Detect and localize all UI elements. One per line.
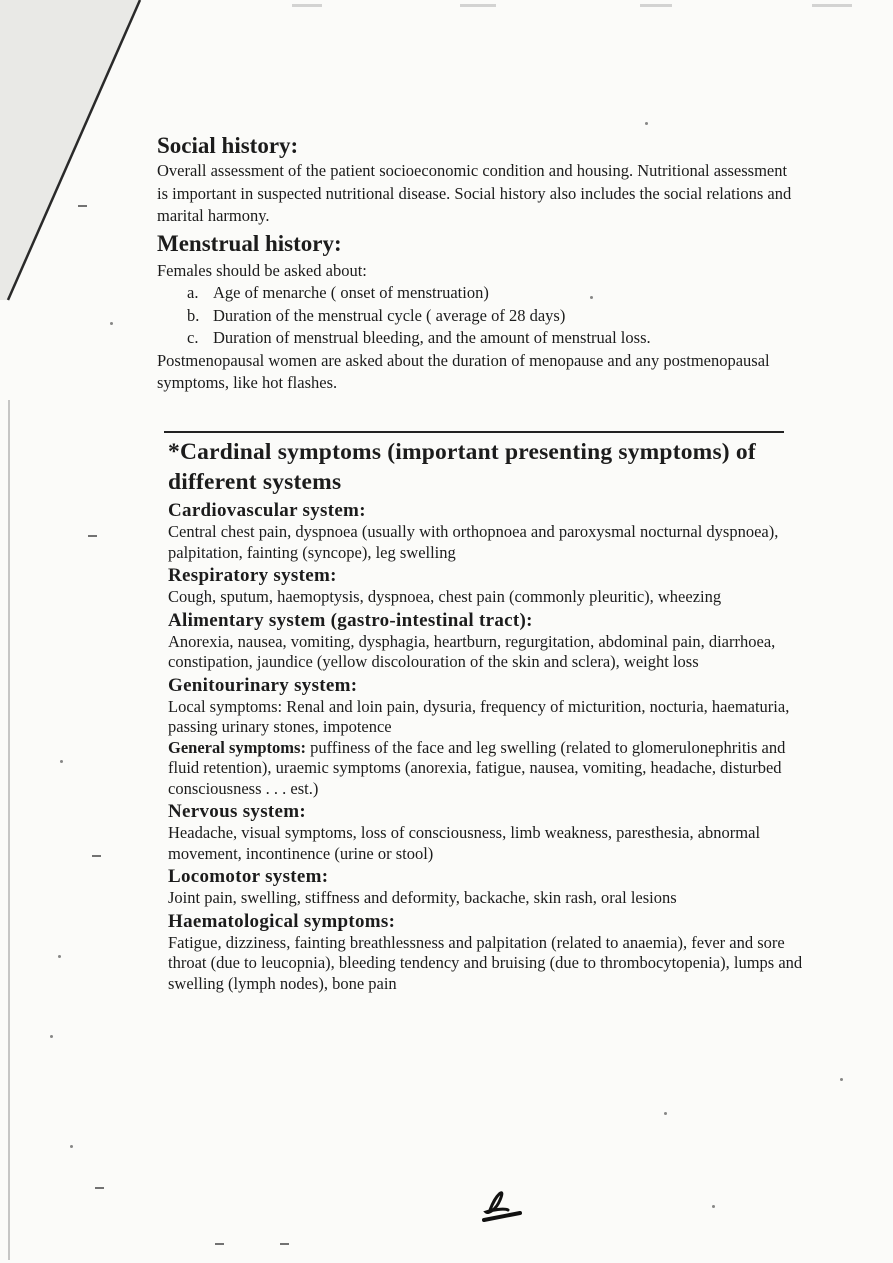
history-section [157, 132, 797, 395]
system-text: Central chest pain, dyspnoea (usually with orthopnoea and paroxysmal nocturnal dyspnoea), palpitation, fainting (syncope), leg swelling [168, 522, 779, 562]
system-heading: Genitourinary system: [168, 674, 358, 696]
general-symptoms-text: puffiness of the face and leg swelling (related to glomerulonephritis and fluid retention), uraemic symptoms (anorexia, fatigue, nausea, vomiting, headache, disturbed consciousness . . . est.) [168, 737, 786, 798]
scan-speck [60, 760, 63, 763]
menstrual-history-intro: Females should be asked about: [157, 260, 367, 280]
scan-top-mark [460, 4, 496, 7]
scan-top-mark [812, 4, 852, 7]
general-symptoms [168, 738, 808, 800]
list-item [187, 305, 797, 328]
system-heading: Locomotor system: [168, 866, 329, 887]
list-marker: c. [187, 328, 199, 347]
scan-edge-shadow [0, 0, 160, 320]
system-block-haematological [168, 910, 808, 995]
system-heading: Alimentary system (gastro-intestinal tract): [168, 609, 533, 631]
system-block-genitourinary [168, 674, 808, 800]
scan-top-mark [640, 4, 672, 7]
social-history-heading: Social history: [157, 133, 299, 158]
system-text: Headache, visual symptoms, loss of consciousness, limb weakness, paresthesia, abnormal movement, incontinence (urine or stool) [168, 823, 761, 863]
handwritten-mark-icon [478, 1180, 528, 1230]
system-text: Cough, sputum, haemoptysis, dyspnoea, chest pain (commonly pleuritic), wheezing [168, 587, 722, 606]
local-symptoms-label: Local symptoms: [168, 696, 283, 716]
scan-speck [840, 1078, 843, 1081]
scan-dash [92, 855, 101, 857]
menstrual-history-list [157, 282, 797, 350]
local-symptoms [168, 697, 808, 738]
social-history-text: Overall assessment of the patient socioeconomic condition and housing. Nutritional assessment is important in suspected nutritional disease. Social history also includes the social relations and marital harmony. [157, 161, 792, 225]
cardinal-symptoms-section [168, 437, 808, 995]
list-marker: a. [187, 283, 199, 302]
scan-dash [95, 1187, 104, 1189]
general-symptoms-label: General symptoms: [168, 737, 306, 757]
system-heading: Cardiovascular system: [168, 500, 366, 521]
scan-speck [70, 1145, 73, 1148]
scan-speck [712, 1205, 715, 1208]
scan-dash [280, 1243, 289, 1245]
list-marker: b. [187, 305, 200, 325]
system-heading: Respiratory system: [168, 565, 337, 586]
list-item-text: Age of menarche ( onset of menstruation) [213, 283, 489, 302]
system-block-alimentary [168, 609, 808, 673]
scan-speck [58, 955, 61, 958]
scan-speck [50, 1035, 53, 1038]
scan-dash [78, 205, 87, 207]
list-item-text: Duration of the menstrual cycle ( average of 28 days) [213, 305, 566, 325]
list-item-text: Duration of menstrual bleeding, and the amount of menstrual loss. [213, 328, 651, 347]
scan-left-edge-line [8, 400, 10, 1260]
list-item [187, 282, 797, 305]
list-item [187, 327, 797, 350]
system-block-cardiovascular [168, 499, 808, 563]
menstrual-history-heading: Menstrual history: [157, 230, 342, 256]
local-symptoms-text: Renal and loin pain, dysuria, frequency of micturition, nocturia, haematuria, passing urinary stones, impotence [168, 696, 790, 736]
scan-top-mark [292, 4, 322, 7]
scan-speck [110, 322, 113, 325]
scan-dash [215, 1243, 224, 1245]
system-text: Joint pain, swelling, stiffness and deformity, backache, skin rash, oral lesions [168, 888, 677, 907]
system-text: Anorexia, nausea, vomiting, dysphagia, heartburn, regurgitation, abdominal pain, diarrhoea, constipation, jaundice (yellow discolouration of the skin and sclera), weight loss [168, 631, 776, 671]
section-divider [164, 431, 784, 433]
system-block-nervous [168, 800, 808, 864]
menstrual-history-outro: Postmenopausal women are asked about the duration of menopause and any postmenopausal symptoms, like hot flashes. [157, 350, 770, 392]
system-heading: Nervous system: [168, 801, 307, 822]
scan-speck [645, 122, 648, 125]
scan-dash [88, 535, 97, 537]
cardinal-symptoms-title: *Cardinal symptoms (important presenting symptoms) of different systems [168, 439, 756, 495]
system-heading: Haematological symptoms: [168, 910, 396, 932]
system-block-respiratory [168, 564, 808, 608]
system-block-locomotor [168, 865, 808, 909]
scan-speck [664, 1112, 667, 1115]
system-text: Fatigue, dizziness, fainting breathlessness and palpitation (related to anaemia), fever and sore throat (due to leucopnia), bleeding tendency and bruising (due to thrombocytopenia), lumps and swelling (lymph nodes), bone pain [168, 932, 803, 993]
